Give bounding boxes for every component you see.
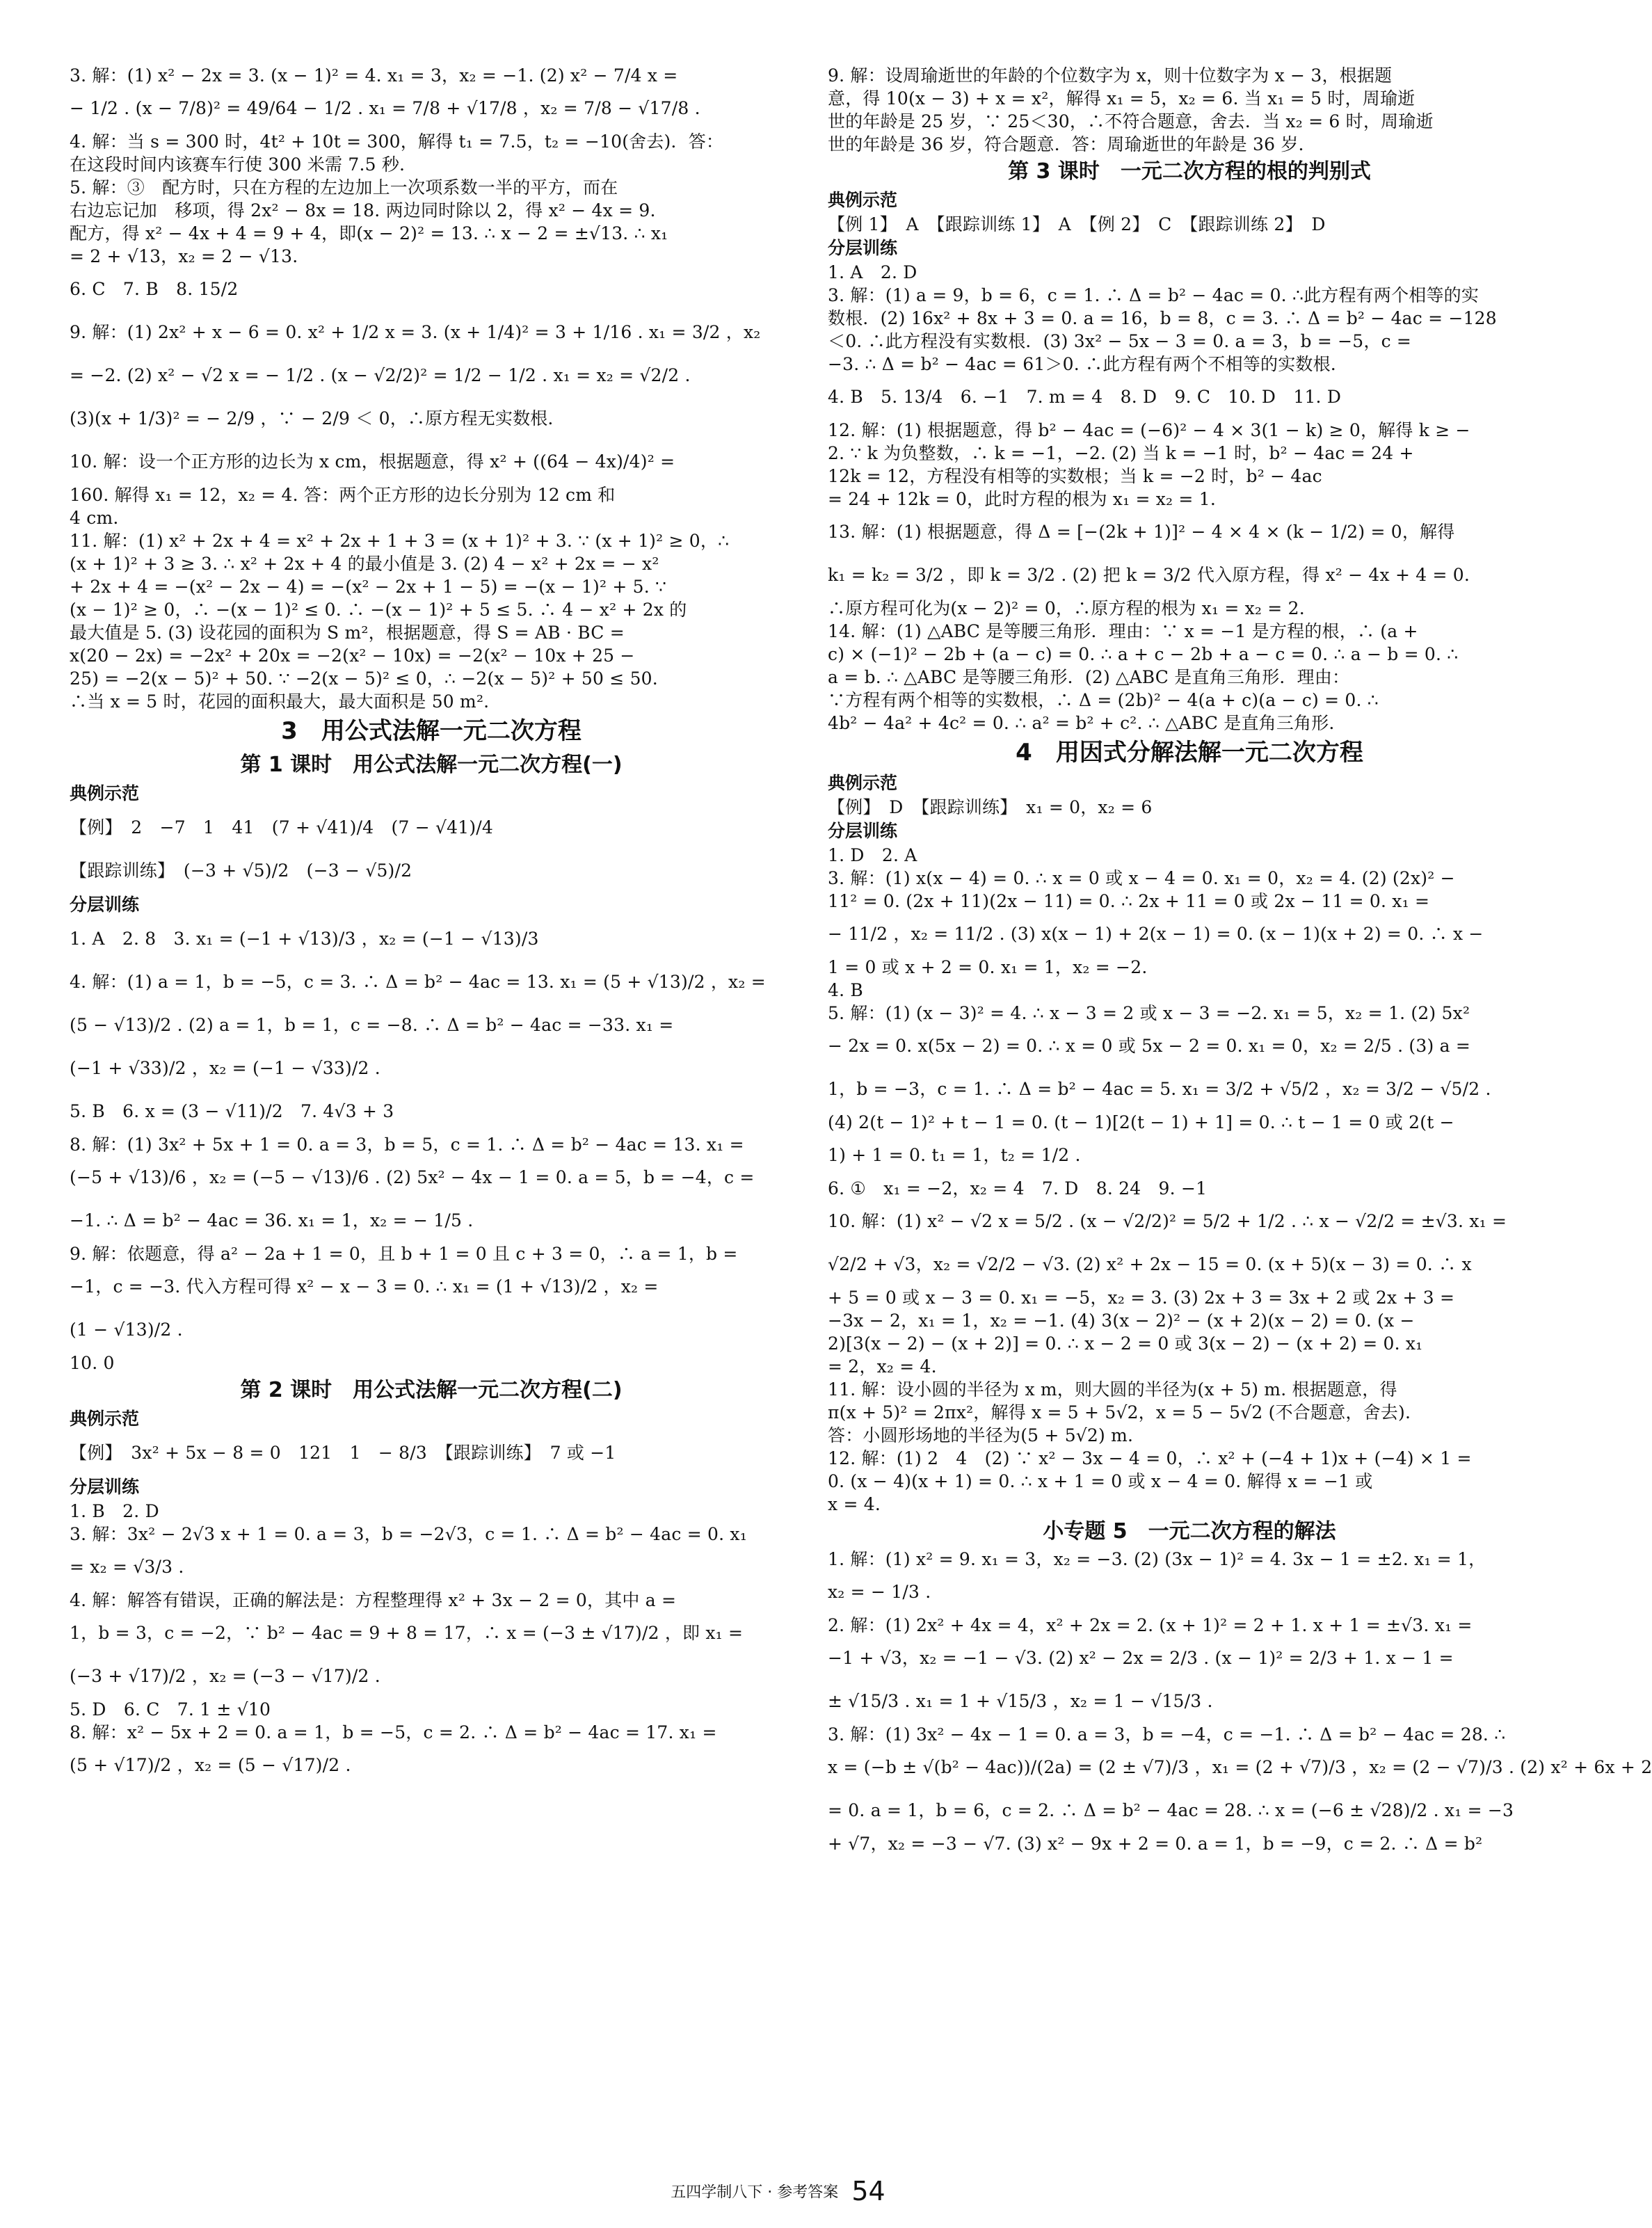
subsection-label: 典例示范 [828,773,898,793]
subsection-label: 分层训练 [70,895,140,915]
answer-line: 1. D 2. A [828,845,917,865]
answer-line: 5. B 6. x = (3 − √11)/2 7. 4√3 + 3 [70,1101,394,1121]
answer-line: 4b² − 4a² + 4c² = 0. ∴ a² = b² + c². ∴ △ABC 是直角三角形． [828,713,1347,733]
answer-line: = 24 + 12k = 0，此时方程的根为 x₁ = x₂ = 1. [828,489,1216,509]
subsection-label: 典例示范 [828,190,898,210]
answer-line: 9. 解：依题意，得 a² − 2a + 1 = 0，且 b + 1 = 0 且 c + 3 = 0，∴ a = 1，b = [70,1244,738,1264]
answer-line: a = b. ∴ △ABC 是等腰三角形．(2) △ABC 是直角三角形．理由： [828,667,1350,687]
answer-line: 160. 解得 x₁ = 12，x₂ = 4. 答：两个正方形的边长分别为 12 cm 和 [70,485,616,505]
answer-line: 意，得 10(x − 3) + x = x²，解得 x₁ = 5，x₂ = 6. 当 x₁ = 5 时，周瑜逝 [828,88,1416,109]
answer-line: 配方，得 x² − 4x + 4 = 9 + 4，即(x − 2)² = 13. ∴ x − 2 = ±√13. ∴ x₁ [70,223,668,243]
answer-line: −3. ∴ Δ = b² − 4ac = 61＞0. ∴此方程有两个不相等的实数根． [828,354,1349,374]
answer-line: 12. 解：(1) 2 4 (2) ∵ x² − 3x − 4 = 0，∴ x² + (−4 + 1)x + (−4) × 1 = [828,1448,1472,1468]
answer-line: = 2，x₂ = 4. [828,1356,937,1377]
answer-line: 13. 解：(1) 根据题意，得 Δ = [−(2k + 1)]² − 4 × 4 × (k − 1/2) = 0，解得 [828,522,1455,542]
answer-line: 1. A 2. 8 3. x₁ = (−1 + √13)/3 ，x₂ = (−1 − √13)/3 [70,929,539,949]
answer-line: −1. ∴ Δ = b² − 4ac = 36. x₁ = 1，x₂ = − 1/5 . [70,1210,474,1231]
answer-line: = x₂ = √3/3 . [70,1557,184,1577]
answer-line: 【例】 D 【跟踪训练】 x₁ = 0，x₂ = 6 [828,797,1153,817]
answer-line: + √7，x₂ = −3 − √7. (3) x² − 9x + 2 = 0. a = 1，b = −9，c = 2. ∴ Δ = b² [828,1834,1483,1854]
answer-line: −1 + √3，x₂ = −1 − √3. (2) x² − 2x = 2/3 . (x − 1)² = 2/3 + 1. x − 1 = [828,1648,1454,1668]
answer-line: 6. ① x₁ = −2，x₂ = 4 7. D 8. 24 9. −1 [828,1178,1208,1199]
answer-line: 5. 解：(1) (x − 3)² = 4. ∴ x − 3 = 2 或 x − 3 = −2. x₁ = 5，x₂ = 1. (2) 5x² [828,1003,1470,1023]
subsection-label: 典例示范 [70,1409,140,1429]
answer-line: (−5 + √13)/6 ，x₂ = (−5 − √13)/6 . (2) 5x² − 4x − 1 = 0. a = 5，b = −4，c = [70,1167,755,1187]
answer-line: 数根．(2) 16x² + 8x + 3 = 0. a = 16，b = 8，c = 3. ∴ Δ = b² − 4ac = −128 [828,308,1497,328]
answer-line: 10. 解：设一个正方形的边长为 x cm，根据题意，得 x² + ((64 − 4x)/4)² = [70,451,675,472]
answer-line: 6. C 7. B 8. 15/2 [70,279,239,299]
answer-line: √2/2 + √3，x₂ = √2/2 − √3. (2) x² + 2x − 15 = 0. (x + 5)(x − 3) = 0. ∴ x [828,1254,1472,1274]
answer-line: 3. 解：(1) 3x² − 4x − 1 = 0. a = 3，b = −4，c = −1. ∴ Δ = b² − 4ac = 28. ∴ [828,1724,1506,1745]
answer-line: (x − 1)² ≥ 0，∴ −(x − 1)² ≤ 0. ∴ −(x − 1)² + 5 ≤ 5. ∴ 4 − x² + 2x 的 [70,600,687,620]
answer-line: (5 + √17)/2 ，x₂ = (5 − √17)/2 . [70,1755,351,1775]
answer-line: 5. D 6. C 7. 1 ± √10 [70,1699,271,1720]
answer-line: ＜0. ∴此方程没有实数根．(3) 3x² − 5x − 3 = 0. a = 3，b = −5，c = [828,331,1412,351]
answer-line: 1，b = −3，c = 1. ∴ Δ = b² − 4ac = 5. x₁ = 3/2 + √5/2 ，x₂ = 3/2 − √5/2 . [828,1079,1491,1099]
answer-line: − 2x = 0. x(5x − 2) = 0. ∴ x = 0 或 5x − 2 = 0. x₁ = 0，x₂ = 2/5 . (3) a = [828,1036,1470,1056]
answer-line: 1. B 2. D [70,1501,159,1521]
answer-line: x₂ = − 1/3 . [828,1582,931,1602]
section-heading: 4 用因式分解法解一元二次方程 [1016,739,1363,767]
section-heading: 3 用公式法解一元二次方程 [281,717,582,745]
answer-line: 2. 解：(1) 2x² + 4x = 4，x² + 2x = 2. (x + 1)² = 2 + 1. x + 1 = ±√3. x₁ = [828,1615,1473,1635]
answer-line: 【例】 3x² + 5x − 8 = 0 121 1 − 8/3 【跟踪训练】 7 或 −1 [70,1443,616,1463]
subsection-label: 分层训练 [70,1477,140,1497]
subsection-label: 分层训练 [828,821,898,841]
answer-line: (−3 + √17)/2 ，x₂ = (−3 − √17)/2 . [70,1666,380,1686]
answer-line: 【跟踪训练】 (−3 + √5)/2 (−3 − √5)/2 [70,860,412,881]
answer-line: 14. 解：(1) △ABC 是等腰三角形．理由：∵ x = −1 是方程的根，∴ (a + [828,621,1418,641]
answer-line: 1) + 1 = 0. t₁ = 1，t₂ = 1/2 . [828,1145,1081,1165]
answer-line: 1 = 0 或 x + 2 = 0. x₁ = 1，x₂ = −2. [828,957,1148,977]
page-footer [0,2176,1556,2206]
answer-line: 12. 解：(1) 根据题意，得 b² − 4ac = (−6)² − 4 × 3(1 − k) ≥ 0，解得 k ≥ − [828,420,1470,440]
answer-line: 9. 解：(1) 2x² + x − 6 = 0. x² + 1/2 x = 3. (x + 1/4)² = 3 + 1/16 . x₁ = 3/2 ，x₂ [70,322,761,342]
answer-line: 10. 解：(1) x² − √2 x = 5/2 . (x − √2/2)² = 5/2 + 1/2 . ∴ x − √2/2 = ±√3. x₁ = [828,1211,1507,1231]
subsection-label: 典例示范 [70,783,140,803]
lesson-heading: 第 1 课时 用公式法解一元二次方程(一) [240,753,623,777]
answer-line: = 0. a = 1，b = 6，c = 2. ∴ Δ = b² − 4ac = 28. ∴ x = (−6 ± √28)/2 . x₁ = −3 [828,1800,1514,1820]
answer-line: 1. 解：(1) x² = 9. x₁ = 3，x₂ = −3. (2) (3x − 1)² = 4. 3x − 1 = ±2. x₁ = 1， [828,1549,1486,1569]
left-column [70,64,793,1787]
answer-line: 11² = 0. (2x + 11)(2x − 11) = 0. ∴ 2x + 11 = 0 或 2x − 11 = 0. x₁ = [828,891,1430,911]
answer-line: (x + 1)² + 3 ≥ 3. ∴ x² + 2x + 4 的最小值是 3. (2) 4 − x² + 2x = − x² [70,554,659,574]
answer-line: x(20 − 2x) = −2x² + 20x = −2(x² − 10x) = −2(x² − 10x + 25 − [70,646,635,666]
lesson-heading: 小专题 5 一元二次方程的解法 [1043,1519,1336,1544]
subsection-label: 分层训练 [828,238,898,258]
answer-line: 最大值是 5. (3) 设花园的面积为 S m²，根据题意，得 S = AB · BC = [70,623,625,643]
answer-line: − 11/2 ，x₂ = 11/2 . (3) x(x − 1) + 2(x − 1) = 0. (x − 1)(x + 2) = 0. ∴ x − [828,924,1484,944]
answer-line: x = (−b ± √(b² − 4ac))/(2a) = (2 ± √7)/3 ，x₁ = (2 + √7)/3 ，x₂ = (2 − √7)/3 . (2) x² + 6x + 2 [828,1757,1652,1777]
lesson-heading: 第 2 课时 用公式法解一元二次方程(二) [240,1378,623,1402]
footer-label: 五四学制八下 · 参考答案 [671,2183,839,2202]
answer-line: (3)(x + 1/3)² = − 2/9 ，∵ − 2/9 ＜ 0，∴原方程无实数根． [70,408,566,428]
answer-line: 3. 解：(1) x(x − 4) = 0. ∴ x = 0 或 x − 4 = 0. x₁ = 0，x₂ = 4. (2) (2x)² − [828,868,1455,888]
answer-line: 1，b = 3，c = −2，∵ b² − 4ac = 9 + 8 = 17，∴ x = (−3 ± √17)/2 ，即 x₁ = [70,1623,744,1643]
answer-line: 9. 解：设周瑜逝世的年龄的个位数字为 x，则十位数字为 x − 3，根据题 [828,65,1393,86]
answer-line: (4) 2(t − 1)² + t − 1 = 0. (t − 1)[2(t − 1) + 1] = 0. ∴ t − 1 = 0 或 2(t − [828,1112,1454,1132]
answer-line: 4. B 5. 13/4 6. −1 7. m = 4 8. D 9. C 10. D 11. D [828,387,1342,407]
answer-line: 0. (x − 4)(x + 1) = 0. ∴ x + 1 = 0 或 x − 4 = 0. 解得 x = −1 或 [828,1471,1373,1491]
answer-line: k₁ = k₂ = 3/2 ，即 k = 3/2 . (2) 把 k = 3/2 代入原方程，得 x² − 4x + 4 = 0. [828,565,1470,585]
answer-line: 在这段时间内该赛车行使 300 米需 7.5 秒． [70,154,417,175]
answer-line: 8. 解：x² − 5x + 2 = 0. a = 1，b = −5，c = 2. ∴ Δ = b² − 4ac = 17. x₁ = [70,1722,717,1742]
answer-line: 世的年龄是 36 岁，符合题意．答：周瑜逝世的年龄是 36 岁． [828,134,1316,154]
answer-line: ∴原方程可化为(x − 2)² = 0，∴原方程的根为 x₁ = x₂ = 2. [828,598,1305,618]
answer-line: + 5 = 0 或 x − 3 = 0. x₁ = −5，x₂ = 3. (3) 2x + 3 = 3x + 2 或 2x + 3 = [828,1288,1455,1308]
answer-line: + 2x + 4 = −(x² − 2x − 4) = −(x² − 2x + 1 − 5) = −(x − 1)² + 5. ∵ [70,577,667,597]
page-number: 54 [851,2176,885,2206]
answer-line: 25) = −2(x − 5)² + 50. ∵ −2(x − 5)² ≤ 0，∴ −2(x − 5)² + 50 ≤ 50. [70,668,658,689]
answer-line: 3. 解：(1) a = 9，b = 6，c = 1. ∴ Δ = b² − 4ac = 0. ∴此方程有两个相等的实 [828,285,1479,305]
answer-line: 4. 解：解答有错误，正确的解法是：方程整理得 x² + 3x − 2 = 0，其中 a = [70,1590,677,1610]
answer-line: 8. 解：(1) 3x² + 5x + 1 = 0. a = 3，b = 5，c = 1. ∴ Δ = b² − 4ac = 13. x₁ = [70,1135,744,1155]
answer-line: 11. 解：(1) x² + 2x + 4 = x² + 2x + 1 + 3 = (x + 1)² + 3. ∵ (x + 1)² ≥ 0，∴ [70,531,730,551]
answer-line: ± √15/3 . x₁ = 1 + √15/3 ，x₂ = 1 − √15/3 . [828,1691,1213,1711]
answer-line: = −2. (2) x² − √2 x = − 1/2 . (x − √2/2)² = 1/2 − 1/2 . x₁ = x₂ = √2/2 . [70,365,691,385]
answer-line: 3. 解：3x² − 2√3 x + 1 = 0. a = 3，b = −2√3，c = 1. ∴ Δ = b² − 4ac = 0. x₁ [70,1524,747,1544]
answer-line: 2)[3(x − 2) − (x + 2)] = 0. ∴ x − 2 = 0 或 3(x − 2) − (x + 2) = 0. x₁ [828,1333,1423,1354]
answer-line: 4. B [828,980,863,1000]
right-column [828,64,1652,1855]
answer-line: −3x − 2，x₁ = 1，x₂ = −1. (4) 3(x − 2)² − (x + 2)(x − 2) = 0. (x − [828,1311,1415,1331]
answer-line: (−1 + √33)/2 ，x₂ = (−1 − √33)/2 . [70,1058,380,1078]
answer-line: 10. 0 [70,1353,115,1373]
answer-line: 4. 解：(1) a = 1，b = −5，c = 3. ∴ Δ = b² − 4ac = 13. x₁ = (5 + √13)/2 ，x₂ = [70,972,766,992]
answer-line: 4. 解：当 s = 300 时，4t² + 10t = 300，解得 t₁ = 7.5，t₂ = −10(舍去)．答： [70,131,724,152]
answer-line: 【例】 2 −7 1 41 (7 + √41)/4 (7 − √41)/4 [70,817,494,837]
answer-line: − 1/2 . (x − 7/8)² = 49/64 − 1/2 . x₁ = 7/8 + √17/8 ，x₂ = 7/8 − √17/8 . [70,98,700,118]
answer-line: 右边忘记加 移项，得 2x² − 8x = 18. 两边同时除以 2，得 x² − 4x = 9. [70,200,656,221]
answer-line: 世的年龄是 25 岁，∵ 25＜30，∴不符合题意，舍去．当 x₂ = 6 时，周瑜逝 [828,111,1434,131]
answer-line: 11. 解：设小圆的半径为 x m，则大圆的半径为(x + 5) m. 根据题意，得 [828,1379,1397,1400]
answer-line: 【例 1】 A 【跟踪训练 1】 A 【例 2】 C 【跟踪训练 2】 D [828,214,1326,234]
answer-line: ∵方程有两个相等的实数根，∴ Δ = (2b)² − 4(a + c)(a − c) = 0. ∴ [828,690,1379,710]
answer-line: x = 4. [828,1494,881,1514]
answer-line: 4 cm. [70,508,119,528]
answer-line: = 2 + √13，x₂ = 2 − √13. [70,246,298,266]
answer-line: c) × (−1)² − 2b + (a − c) = 0. ∴ a + c − 2b + a − c = 0. ∴ a − b = 0. ∴ [828,644,1459,664]
answer-line: ∴当 x = 5 时，花园的面积最大，最大面积是 50 m². [70,691,490,712]
answer-line: (1 − √13)/2 . [70,1320,183,1340]
answer-line: 1. A 2. D [828,262,917,282]
answer-line: 5. 解：③ 配方时，只在方程的左边加上一次项系数一半的平方，而在 [70,177,618,198]
answer-line: 答：小圆形场地的半径为(5 + 5√2) m. [828,1425,1134,1445]
answer-line: 12k = 12，方程没有相等的实数根；当 k = −2 时，b² − 4ac [828,466,1322,486]
answer-line: π(x + 5)² = 2πx²，解得 x = 5 + 5√2，x = 5 − 5√2 (不合题意，舍去). [828,1402,1411,1422]
answer-line: −1，c = −3. 代入方程可得 x² − x − 3 = 0. ∴ x₁ = (1 + √13)/2 ，x₂ = [70,1276,659,1297]
answer-line: 3. 解：(1) x² − 2x = 3. (x − 1)² = 4. x₁ = 3，x₂ = −1. (2) x² − 7/4 x = [70,65,678,86]
lesson-heading: 第 3 课时 一元二次方程的根的判别式 [1008,159,1371,184]
answer-line: 2. ∵ k 为负整数，∴ k = −1，−2. (2) 当 k = −1 时，b² − 4ac = 24 + [828,443,1414,463]
answer-line: (5 − √13)/2 . (2) a = 1，b = 1，c = −8. ∴ Δ = b² − 4ac = −33. x₁ = [70,1015,674,1035]
